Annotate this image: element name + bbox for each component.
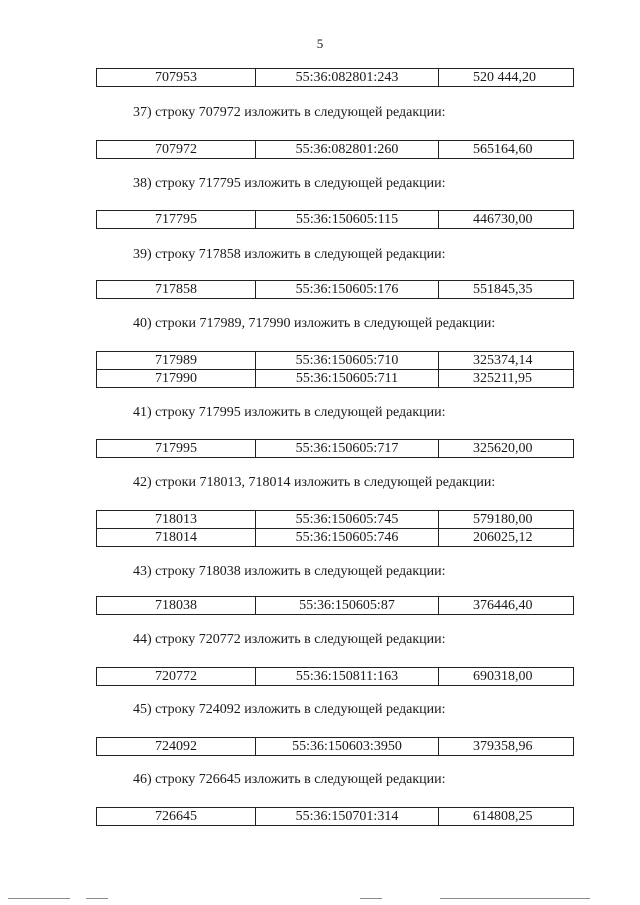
value-cell: 579180,00 xyxy=(439,511,574,529)
value-cell: 614808,25 xyxy=(439,808,574,826)
row-number-cell: 707972 xyxy=(97,141,256,159)
table-row xyxy=(97,352,574,370)
table-row xyxy=(97,211,574,229)
cadastral-number-cell: 55:36:150605:710 xyxy=(256,352,439,370)
amendment-heading: 42) строки 718013, 718014 изложить в следующей редакции: xyxy=(133,475,496,490)
row-number-cell: 718038 xyxy=(97,597,256,615)
scan-artifact xyxy=(86,898,108,899)
row-number-cell: 720772 xyxy=(97,668,256,686)
cadastral-number-cell: 55:36:150605:717 xyxy=(256,440,439,458)
table-row xyxy=(97,738,574,756)
cadastral-number-cell: 55:36:150811:163 xyxy=(256,668,439,686)
replacement-table xyxy=(96,280,574,299)
cadastral-number-cell: 55:36:150701:314 xyxy=(256,808,439,826)
cadastral-number-cell: 55:36:150605:745 xyxy=(256,511,439,529)
value-cell: 325211,95 xyxy=(439,370,574,388)
value-cell: 551845,35 xyxy=(439,281,574,299)
amendment-heading: 37) строку 707972 изложить в следующей редакции: xyxy=(133,105,446,120)
replacement-table xyxy=(96,596,574,615)
cadastral-number-cell: 55:36:150605:87 xyxy=(256,597,439,615)
amendment-heading: 43) строку 718038 изложить в следующей редакции: xyxy=(133,564,446,579)
value-cell: 376446,40 xyxy=(439,597,574,615)
cadastral-number-cell: 55:36:082801:260 xyxy=(256,141,439,159)
table-row xyxy=(97,529,574,547)
replacement-table xyxy=(96,667,574,686)
cadastral-number-cell: 55:36:150603:3950 xyxy=(256,738,439,756)
cadastral-number-cell: 55:36:150605:746 xyxy=(256,529,439,547)
table-row xyxy=(97,141,574,159)
amendment-heading: 41) строку 717995 изложить в следующей редакции: xyxy=(133,405,446,420)
table-row xyxy=(97,808,574,826)
amendment-heading: 46) строку 726645 изложить в следующей редакции: xyxy=(133,772,446,787)
replacement-table xyxy=(96,140,574,159)
replacement-table xyxy=(96,439,574,458)
replacement-table xyxy=(96,737,574,756)
scan-artifact xyxy=(360,898,382,899)
row-number-cell: 717989 xyxy=(97,352,256,370)
cadastral-number-cell: 55:36:150605:711 xyxy=(256,370,439,388)
row-number-cell: 718014 xyxy=(97,529,256,547)
row-number-cell: 707953 xyxy=(97,69,256,87)
page-number: 5 xyxy=(316,36,324,51)
amendment-heading: 45) строку 724092 изложить в следующей редакции: xyxy=(133,702,446,717)
value-cell: 520 444,20 xyxy=(439,69,574,87)
row-number-cell: 717795 xyxy=(97,211,256,229)
amendment-heading: 38) строку 717795 изложить в следующей редакции: xyxy=(133,176,446,191)
table-row xyxy=(97,370,574,388)
table-row xyxy=(97,668,574,686)
table-row xyxy=(97,69,574,87)
replacement-table xyxy=(96,510,574,547)
scan-artifact xyxy=(440,898,590,899)
replacement-table xyxy=(96,68,574,87)
table-row xyxy=(97,440,574,458)
replacement-table xyxy=(96,351,574,388)
table-row xyxy=(97,597,574,615)
row-number-cell: 717858 xyxy=(97,281,256,299)
value-cell: 446730,00 xyxy=(439,211,574,229)
amendment-heading: 44) строку 720772 изложить в следующей редакции: xyxy=(133,632,446,647)
row-number-cell: 717990 xyxy=(97,370,256,388)
value-cell: 565164,60 xyxy=(439,141,574,159)
row-number-cell: 718013 xyxy=(97,511,256,529)
value-cell: 206025,12 xyxy=(439,529,574,547)
row-number-cell: 724092 xyxy=(97,738,256,756)
value-cell: 325620,00 xyxy=(439,440,574,458)
value-cell: 690318,00 xyxy=(439,668,574,686)
amendment-heading: 39) строку 717858 изложить в следующей редакции: xyxy=(133,247,446,262)
value-cell: 325374,14 xyxy=(439,352,574,370)
row-number-cell: 717995 xyxy=(97,440,256,458)
cadastral-number-cell: 55:36:150605:176 xyxy=(256,281,439,299)
table-row xyxy=(97,511,574,529)
table-row xyxy=(97,281,574,299)
value-cell: 379358,96 xyxy=(439,738,574,756)
cadastral-number-cell: 55:36:082801:243 xyxy=(256,69,439,87)
scan-artifact xyxy=(8,898,70,899)
replacement-table xyxy=(96,807,574,826)
row-number-cell: 726645 xyxy=(97,808,256,826)
cadastral-number-cell: 55:36:150605:115 xyxy=(256,211,439,229)
replacement-table xyxy=(96,210,574,229)
amendment-heading: 40) строки 717989, 717990 изложить в следующей редакции: xyxy=(133,316,496,331)
